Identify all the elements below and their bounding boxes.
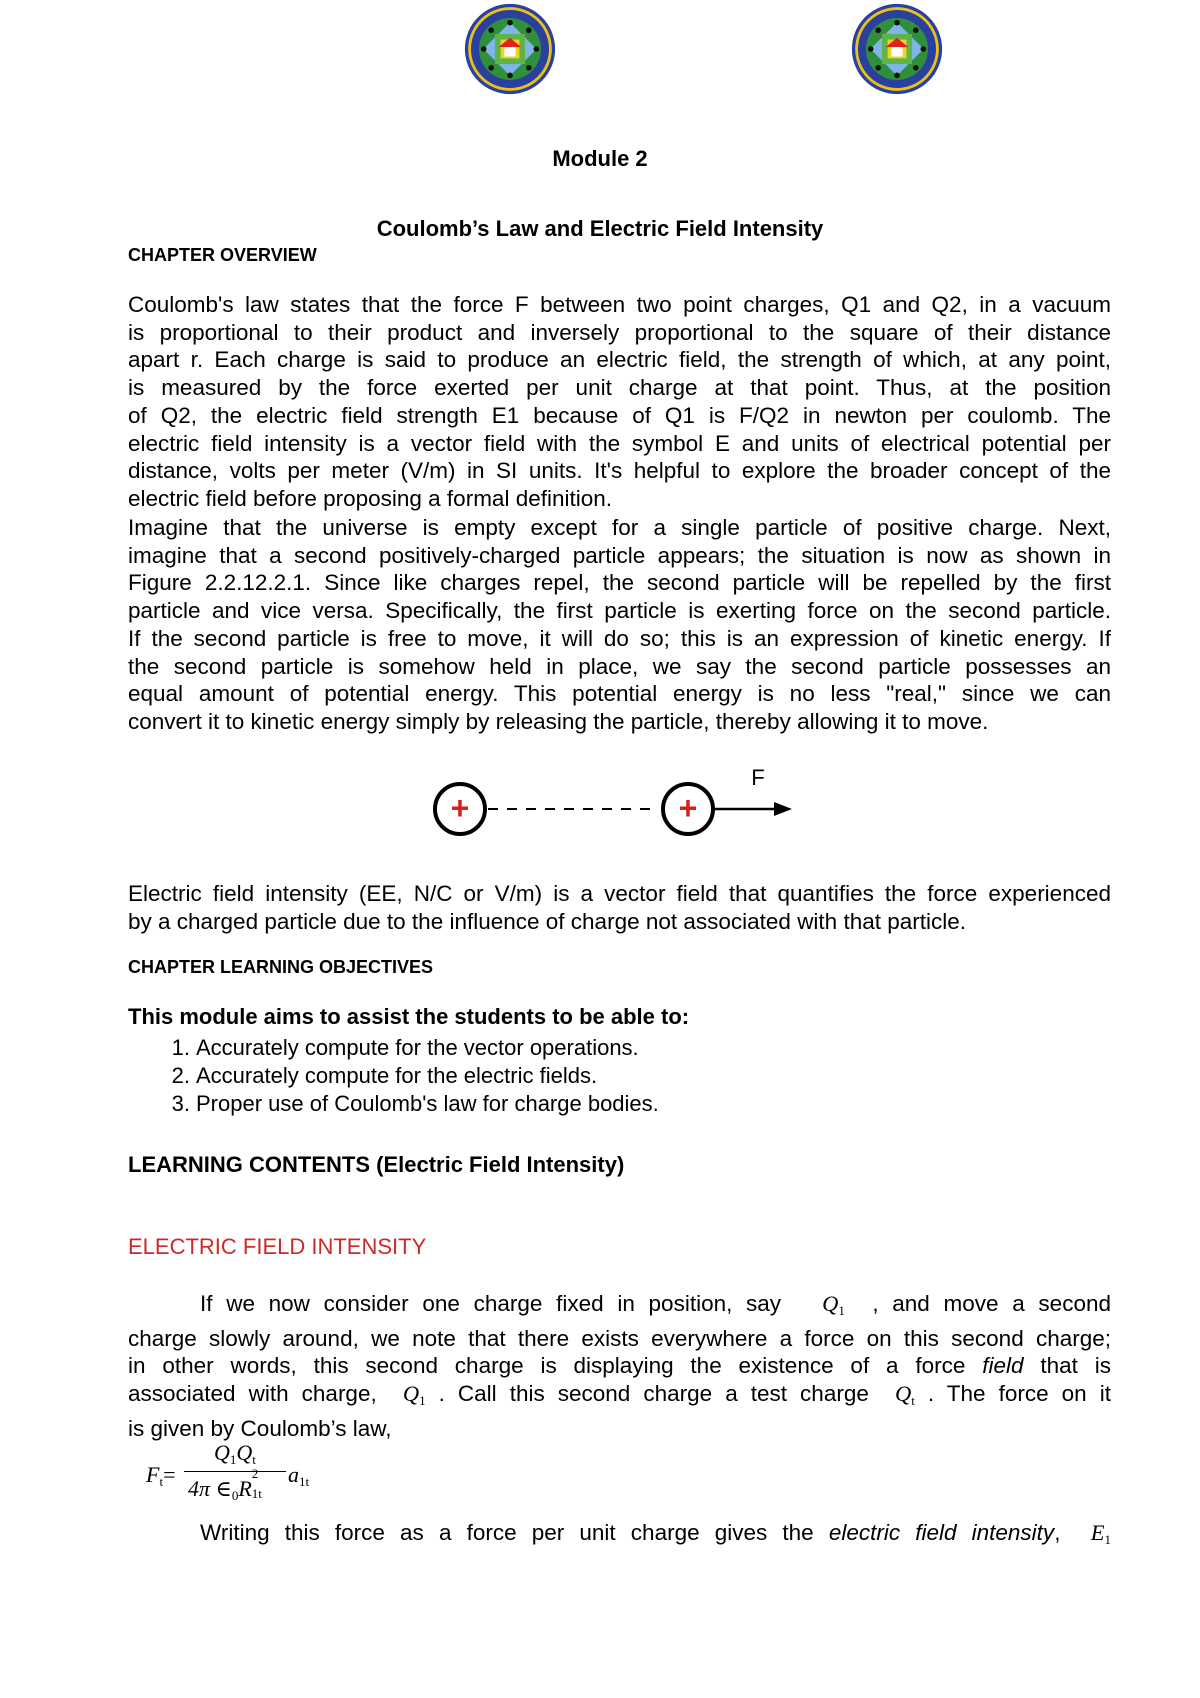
objectives-list: [160, 1034, 659, 1118]
imagine-line: equal amount of potential energy. This potential energy is no less "real," since we can: [128, 681, 1111, 707]
university-seal-right-icon: [850, 2, 944, 96]
list-item-number: 1.: [171, 1035, 190, 1060]
list-item: [160, 1090, 659, 1118]
efi-text: If we now consider one charge fixed in position, say: [200, 1291, 782, 1316]
imagine-line: convert it to kinetic energy simply by releasing the particle, thereby allowing it to move.: [128, 708, 989, 734]
supsub-stack: [251, 1466, 270, 1501]
efi-line: is given by Coulomb’s law,: [128, 1415, 392, 1441]
efi-line: [128, 1352, 1111, 1380]
efi-text: that is: [1040, 1353, 1111, 1379]
efi-text: . The force on it: [927, 1381, 1111, 1407]
writing-emphasis: electric field intensity: [828, 1520, 1055, 1545]
math-symbol: R: [238, 1476, 252, 1501]
math-symbol: Q: [402, 1381, 420, 1407]
math-symbol: E: [1090, 1520, 1105, 1545]
formula-lhs: [146, 1462, 176, 1490]
topic-title: Coulomb’s Law and Electric Field Intensity: [376, 216, 824, 241]
imagine-line: Figure 2.2.12.2.1. Since like charges repel, the second particle will be repelled by the first: [128, 570, 1111, 596]
math-qt: [894, 1381, 915, 1409]
list-item-number: 3.: [171, 1091, 190, 1116]
list-item-number: 2.: [171, 1063, 190, 1088]
overview-line: electric field intensity is a vector field with the symbol E and units of electrical potential per: [128, 430, 1111, 456]
overview-paragraph: [128, 291, 1111, 513]
learning-contents-heading: LEARNING CONTENTS (Electric Field Intensity): [128, 1152, 625, 1177]
math-e1: [1091, 1520, 1111, 1545]
overview-line: distance, volts per meter (V/m) in SI units. It's helpful to explore the broader concept of the: [128, 458, 1111, 484]
writing-text: Writing this force as a force per unit charge gives the: [200, 1520, 814, 1545]
efi-explanation-paragraph: [128, 1290, 1111, 1443]
writing-comma: ,: [1054, 1520, 1061, 1545]
list-item: [160, 1062, 659, 1090]
overview-line: is measured by the force exerted per unit charge at that point. Thus, at the position: [128, 375, 1111, 401]
overview-line: is proportional to their product and inversely proportional to the square of their distance: [128, 319, 1111, 345]
imagine-line: If the second particle is free to move, it will do so; this is an expression of kinetic energy. If: [128, 625, 1111, 651]
math-symbol: F: [146, 1462, 160, 1487]
math-subscript: t: [159, 1474, 164, 1489]
math-subscript: 1t: [299, 1474, 310, 1489]
math-subscript: t: [911, 1393, 915, 1409]
list-item-text: Proper use of Coulomb's law for charge bodies.: [196, 1091, 659, 1116]
imagine-line: the second particle is somehow held in place, we say the second particle possesses an: [128, 653, 1111, 679]
efi-text: . Call this second charge a test charge: [438, 1381, 869, 1407]
math-equals: =: [163, 1462, 176, 1487]
section-title: ELECTRIC FIELD INTENSITY: [128, 1234, 427, 1259]
math-symbol: 4π ∈: [188, 1476, 232, 1501]
math-subscript: 1: [229, 1452, 237, 1467]
imagine-paragraph: [128, 514, 1111, 736]
imagine-line: imagine that a second positively-charged particle appears; the situation is now as shown in: [128, 542, 1111, 568]
repelling-charges-figure: [430, 765, 810, 845]
math-subscript: 1t: [251, 1486, 262, 1501]
aims-statement: This module aims to assist the students to be able to:: [128, 1004, 690, 1029]
efi-line: [128, 1380, 1111, 1415]
learning-objectives-heading: CHAPTER LEARNING OBJECTIVES: [128, 957, 434, 977]
formula-numerator: [214, 1440, 256, 1468]
efi-definition-paragraph: [128, 880, 1111, 935]
math-symbol: Q: [214, 1440, 230, 1465]
force-arrow-head-icon: [774, 802, 792, 816]
efi-definition-line: by a charged particle due to the influence of charge not associated with that particle.: [128, 908, 967, 934]
math-q1: [822, 1291, 845, 1316]
force-label: F: [751, 765, 765, 790]
efi-definition-line: Electric field intensity (EE, N/C or V/m) is a vector field that quantifies the force experienced: [128, 881, 1111, 906]
formula-unit-vector: [288, 1462, 309, 1490]
coulomb-formula: [146, 1440, 346, 1510]
writing-line: [200, 1520, 1111, 1548]
overview-line: Coulomb's law states that the force F between two point charges, Q1 and Q2, in a vacuum: [128, 292, 1111, 317]
overview-line: apart r. Each charge is said to produce an electric field, the strength of which, at any point,: [128, 347, 1111, 373]
charge-1-sign: +: [450, 790, 470, 826]
efi-line: charge slowly around, we note that there exists everywhere a force on this second charge;: [128, 1325, 1111, 1351]
math-subscript: 1: [838, 1303, 845, 1318]
list-item-text: Accurately compute for the electric fields.: [196, 1063, 598, 1088]
chapter-overview-heading: CHAPTER OVERVIEW: [128, 245, 317, 265]
overview-line: of Q2, the electric field strength E1 because of Q1 is F/Q2 in newton per coulomb. The: [128, 402, 1111, 428]
module-title: Module 2: [552, 146, 648, 171]
math-superscript: 2: [251, 1466, 259, 1481]
math-symbol: Q: [894, 1381, 912, 1407]
efi-text: , and move a second: [872, 1291, 1111, 1316]
math-subscript: t: [252, 1452, 256, 1467]
math-q1: [402, 1381, 426, 1409]
overview-line: electric field before proposing a formal definition.: [128, 485, 613, 511]
efi-text: in other words, this second charge is displaying the existence of a force: [128, 1353, 966, 1379]
list-item-text: Accurately compute for the vector operations.: [196, 1035, 639, 1060]
imagine-line: Imagine that the universe is empty except for a single particle of positive charge. Next,: [128, 515, 1111, 540]
math-subscript: 1: [1104, 1532, 1111, 1547]
math-symbol: Q: [236, 1440, 253, 1465]
formula-denominator: [188, 1466, 270, 1504]
efi-emphasis: field: [982, 1353, 1024, 1379]
math-subscript: 1: [419, 1393, 426, 1409]
math-symbol: a: [288, 1462, 299, 1487]
math-symbol: Q: [822, 1291, 839, 1316]
charge-2-sign: +: [678, 790, 698, 826]
efi-line: [128, 1290, 1111, 1325]
list-item: [160, 1034, 659, 1062]
imagine-line: particle and vice versa. Specifically, the first particle is exerting force on the second particle.: [128, 598, 1111, 624]
efi-text: associated with charge,: [128, 1381, 377, 1407]
fraction-bar: [184, 1471, 286, 1472]
university-seal-left-icon: [463, 2, 557, 96]
math-subscript: 0: [231, 1488, 239, 1503]
